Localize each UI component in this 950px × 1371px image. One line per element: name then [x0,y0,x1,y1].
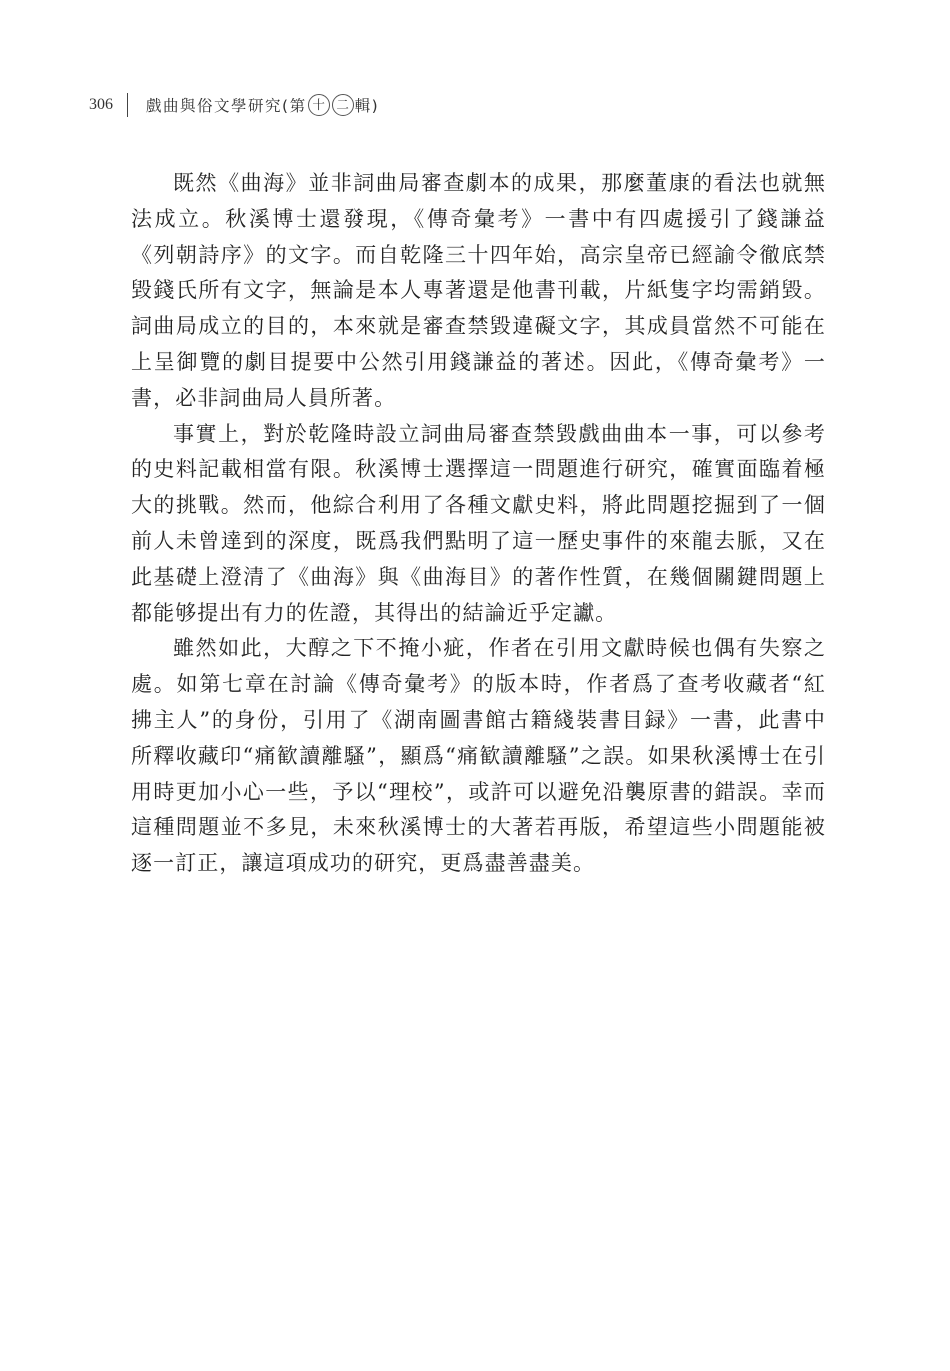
body-text [131,166,826,882]
issue-open: (第 [282,97,307,115]
issue-number [282,94,379,116]
page-number: 306 [89,96,113,113]
journal-title-block [146,94,379,116]
paragraph-2: 事實上，對於乾隆時設立詞曲局審查禁毀戲曲曲本一事，可以參考的史料記載相當有限。秋溪博士選擇這一問題進行研究，確實面臨着極大的挑戰。然而，他綜合利用了各種文獻史料，將此問題挖掘到了一個前人未曾達到的深度，既爲我們點明了這一歷史事件的來龍去脈，又在此基礎上澄清了《曲海》與《曲海目》的著作性質，在幾個關鍵問題上都能够提出有力的佐證，其得出的結論近乎定讞。 [131,421,826,625]
issue-close: 輯) [354,97,380,115]
issue-digit-ones: 二 [332,94,354,116]
paragraph-1: 既然《曲海》並非詞曲局審查劇本的成果，那麼董康的看法也就無法成立。秋溪博士還發現，《傳奇彙考》一書中有四處援引了錢謙益《列朝詩序》的文字。而自乾隆三十四年始，高宗皇帝已經諭令徹底禁毀錢氏所有文字，無論是本人專著還是他書刊載，片紙隻字均需銷毀。詞曲局成立的目的，本來就是審查禁毀違礙文字，其成員當然不可能在上呈御覽的劇目提要中公然引用錢謙益的著述。因此，《傳奇彙考》一書，必非詞曲局人員所著。 [131,171,826,410]
header-divider [127,93,128,117]
paragraph-3: 雖然如此，大醇之下不掩小疵，作者在引用文獻時候也偶有失察之處。如第七章在討論《傳奇彙考》的版本時，作者爲了查考收藏者“紅拂主人”的身份，引用了《湖南圖書館古籍綫裝書目録》一書，此書中所釋收藏印“痛歓讀離騷”，顯爲“痛歓讀離騷”之誤。如果秋溪博士在引用時更加小心一些，予以“理校”，或許可以避免沿襲原書的錯誤。幸而這種問題並不多見，未來秋溪博士的大著若再版，希望這些小問題能被逐一訂正，讓這項成功的研究，更爲盡善盡美。 [131,636,826,876]
journal-title: 戲曲與俗文學研究 [146,97,283,115]
issue-digit-tens: 十 [308,94,330,116]
running-header [89,93,379,117]
